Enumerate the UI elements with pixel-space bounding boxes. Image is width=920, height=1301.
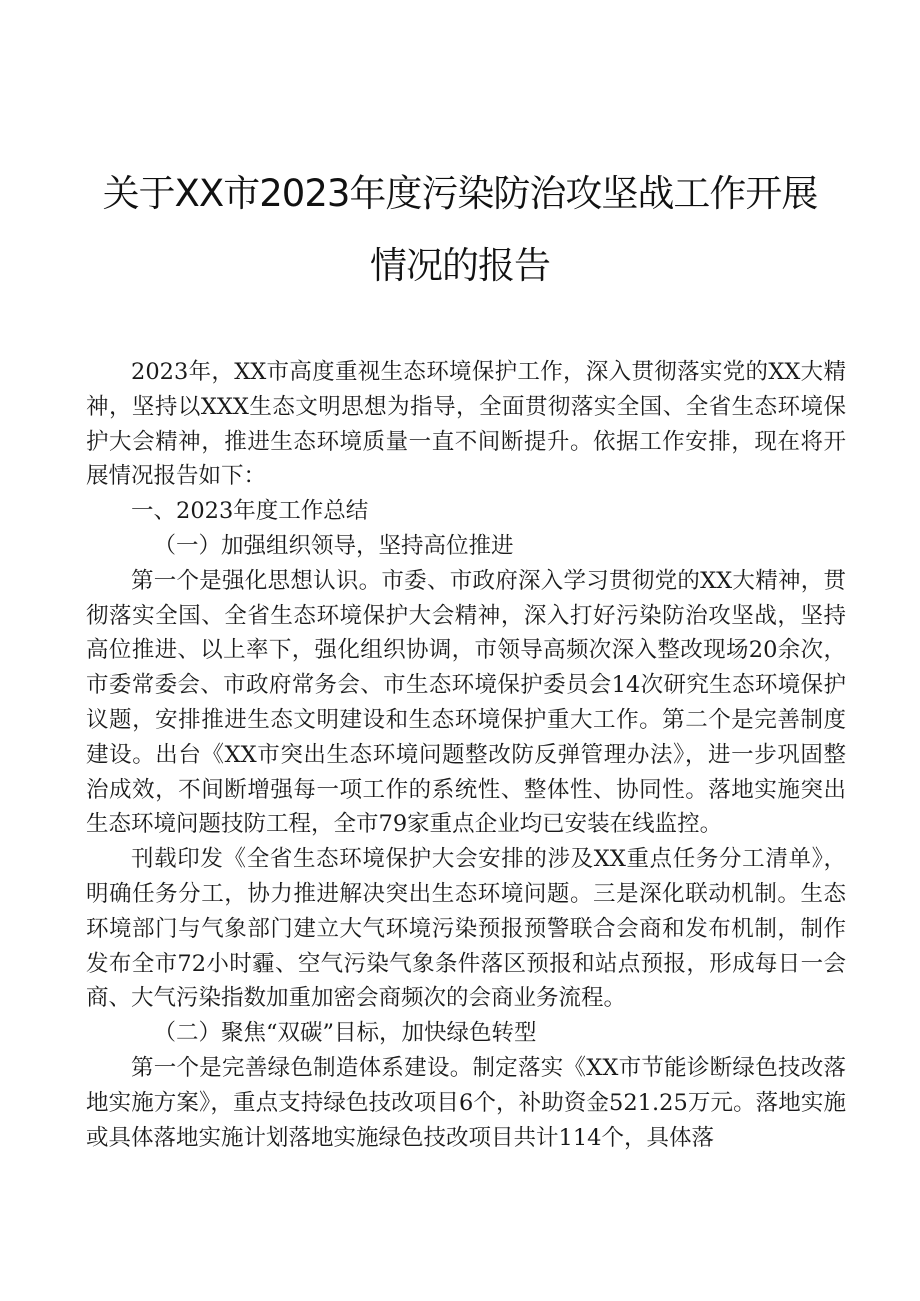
document-title-line-1: 关于XX市2023年度污染防治攻坚战工作开展	[102, 172, 818, 215]
subsection-heading-2: （二）聚焦“双碳”目标，加快绿色转型	[153, 1020, 537, 1047]
body-paragraph: 第一个是强化思想认识。市委、市政府深入学习贯彻党的XX大精神，贯彻落实全国、全省生态环境保护大会精神，深入打好污染防治攻坚战，坚持高位推进、以上率下，强化组织协调，市领导高频次深入整改现场20余次，市委常委会、市政府常务会、市生态环境保护委员会14次研究生态环境保护议题，安排推进生态文明建设和生态环境保护重大工作。第二个是完善制度建设。出台《XX市突出生态环境问题整改防反弹管理办法》，进一步巩固整治成效，不间断增强每一项工作的系统性、整体性、协同性。落地实施突出生态环境问题技防工程，全市79家重点企业均已安装在线监控。	[86, 567, 846, 838]
document-body	[86, 355, 846, 1155]
document-title-line-2: 情况的报告	[370, 244, 550, 287]
body-paragraph: 第一个是完善绿色制造体系建设。制定落实《XX市节能诊断绿色技改落地实施方案》，重点支持绿色技改项目6个，补助资金521.25万元。落地实施或具体落地实施计划落地实施绿色技改项目共计114个，具体落	[86, 1054, 846, 1151]
intro-paragraph: 2023年，XX市高度重视生态环境保护工作，深入贯彻落实党的XX大精神，坚持以XXX生态文明思想为指导，全面贯彻落实全国、全省生态环境保护大会精神，推进生态环境质量一直不间断提升。依据工作安排，现在将开展情况报告如下：	[86, 359, 846, 490]
body-paragraph: 刊载印发《全省生态环境保护大会安排的涉及XX重点任务分工清单》，明确任务分工，协力推进解决突出生态环境问题。三是深化联动机制。生态环境部门与气象部门建立大气环境污染预报预警联合会商和发布机制，制作发布全市72小时霾、空气污染气象条件落区预报和站点预报，形成每日一会商、大气污染指数加重加密会商频次的会商业务流程。	[86, 846, 846, 1012]
section-heading-1: 一、2023年度工作总结	[131, 498, 369, 525]
subsection-heading-1: （一）加强组织领导，坚持高位推进	[153, 532, 514, 559]
